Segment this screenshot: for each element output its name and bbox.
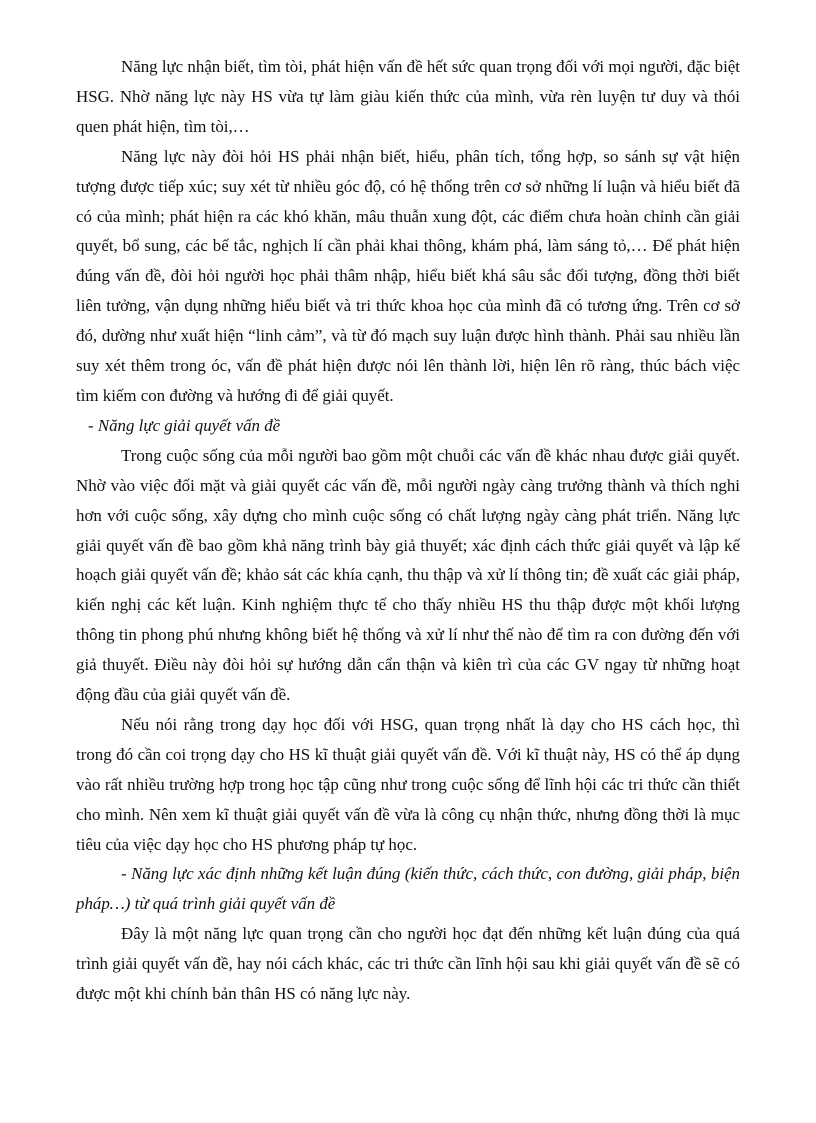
paragraph-correct-conclusions: Đây là một năng lực quan trọng cần cho người học đạt đến những kết luận đúng của quá trình giải quyết vấn đề, hay nói cách khác, các tri thức cần lĩnh hội sau khi giải quyết vấn đề sẽ có được một khi chính bản thân HS có năng lực này. — [76, 924, 740, 1004]
paragraph-problem-detection-requirements: Năng lực này đòi hỏi HS phải nhận biết, hiểu, phân tích, tổng hợp, so sánh sự vật hiện tượng được tiếp xúc; suy xét từ nhiều góc độ, có hệ thống trên cơ sở những lí luận và hiểu biết đã có của mình; phát hiện ra các khó khăn, mâu thuẫn xung đột, các điểm chưa hoàn chỉnh cần giải quyết, bổ sung, các bế tắc, nghịch lí cần phải khai thông, khám phá, làm sáng tỏ,… Để phát hiện đúng vấn đề, đòi hỏi người học phải thâm nhập, hiểu biết khá sâu sắc đối tượng, đồng thời biết liên tưởng, vận dụng những hiểu biết và tri thức khoa học của mình đã có tương ứng. Trên cơ sở đó, dường như xuất hiện “linh cảm”, và từ đó mạch suy luận được hình thành. Phải sau nhiều lần suy xét thêm trong óc, vấn đề phát hiện được nói lên thành lời, hiện lên rõ ràng, thúc bách việc tìm kiếm con đường và hướng đi để giải quyết. — [76, 146, 740, 405]
heading-problem-solving: - Năng lực giải quyết vấn đề — [88, 415, 281, 435]
paragraph-problem-solving-technique: Nếu nói rằng trong dạy học đối với HSG, quan trọng nhất là dạy cho HS cách học, thì trong đó cần coi trọng dạy cho HS kĩ thuật giải quyết vấn đề. Với kĩ thuật này, HS có thể áp dụng vào rất nhiều trường hợp trong học tập cũng như trong cuộc sống để lĩnh hội các tri thức cần thiết cho mình. Nên xem kĩ thuật giải quyết vấn đề vừa là công cụ nhận thức, nhưng đồng thời là mục tiêu của việc dạy học cho HS phương pháp tự học. — [76, 714, 740, 854]
paragraph-problem-solving: Trong cuộc sống của mỗi người bao gồm một chuỗi các vấn đề khác nhau được giải quyết. Nhờ vào việc đối mặt và giải quyết các vấn đề, mỗi người ngày càng trưởng thành và thích nghi hơn với cuộc sống, xây dựng cho mình cuộc sống có chất lượng ngày càng phát triển. Năng lực giải quyết vấn đề bao gồm khả năng trình bày giả thuyết; xác định cách thức giải quyết và lập kế hoạch giải quyết vấn đề; khảo sát các khía cạnh, thu thập và xử lí thông tin; đề xuất các giải pháp, kiến nghị các kết luận. Kinh nghiệm thực tế cho thấy nhiều HS thu thập được một khối lượng thông tin phong phú nhưng không biết hệ thống và xử lí như thế nào để tìm ra con đường đến với giả thuyết. Điều này đòi hỏi sự hướng dẫn cẩn thận và kiên trì của các GV ngay từ những hoạt động đầu của giải quyết vấn đề. — [76, 445, 740, 705]
document-body — [76, 52, 740, 1009]
heading-correct-conclusions: - Năng lực xác định những kết luận đúng (kiến thức, cách thức, con đường, giải pháp, biện pháp…) từ quá trình giải quyết vấn đề — [76, 864, 740, 914]
paragraph-problem-detection: Năng lực nhận biết, tìm tòi, phát hiện vấn đề hết sức quan trọng đối với mọi người, đặc biệt HSG. Nhờ năng lực này HS vừa tự làm giàu kiến thức của mình, vừa rèn luyện tư duy và thói quen phát hiện, tìm tòi,… — [76, 57, 740, 136]
